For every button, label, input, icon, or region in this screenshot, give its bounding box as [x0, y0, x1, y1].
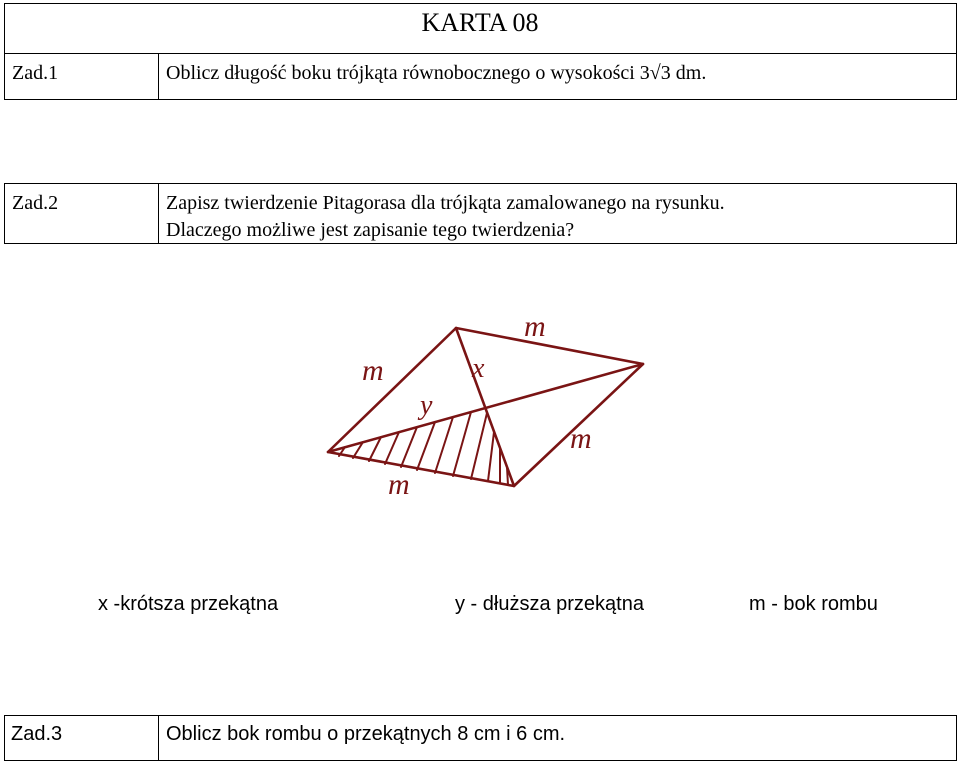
shaded-triangle-hatching	[339, 412, 508, 485]
task1-label: Zad.1	[12, 62, 59, 84]
label-m-right: m	[570, 422, 592, 455]
label-x: x	[472, 353, 485, 384]
label-m-left: m	[362, 354, 384, 387]
task2-text-line2: Dlaczego możliwe jest zapisanie tego twierdzenia?	[166, 219, 575, 241]
label-m-bottom: m	[388, 468, 410, 501]
legend-x: x -krótsza przekątna	[98, 593, 279, 615]
task3-column-divider	[158, 715, 159, 761]
label-y: y	[420, 390, 433, 421]
page-title: KARTA 08	[421, 8, 539, 37]
legend-m: m - bok rombu	[749, 593, 878, 615]
task3-label: Zad.3	[11, 723, 63, 745]
task3-text: Oblicz bok rombu o przekątnych 8 cm i 6 cm.	[166, 723, 566, 745]
task2-label: Zad.2	[12, 192, 59, 214]
task1-text: Oblicz długość boku trójkąta równobocznego o wysokości 3√3 dm.	[166, 62, 707, 84]
label-m-top: m	[524, 310, 546, 343]
task2-text-line1: Zapisz twierdzenie Pitagorasa dla trójkąta zamalowanego na rysunku.	[166, 192, 725, 214]
legend-y: y - dłuższa przekątna	[455, 593, 644, 615]
